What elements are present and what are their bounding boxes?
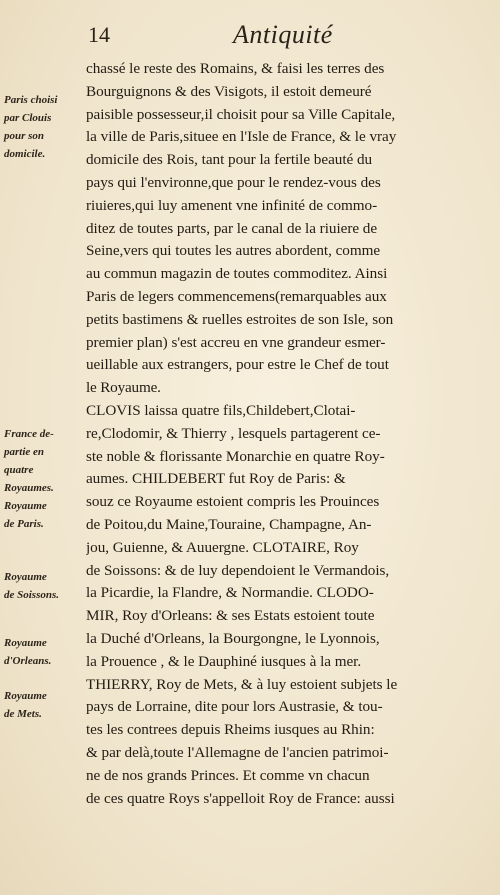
body-line: ste noble & florissante Monarchie en quatre Roy- (86, 447, 385, 465)
body-line: la Duché d'Orleans, la Bourgongne, le Lyonnois, (86, 629, 380, 647)
body-line: la Prouence , & le Dauphiné iusques à la mer. (86, 652, 362, 670)
body-line: MIR, Roy d'Orleans: & ses Estats estoient toute (86, 607, 375, 625)
margin-note-orleans (4, 634, 82, 670)
body-line: de Soissons: & de luy dependoient le Vermandois, (86, 561, 390, 579)
body-line: de Poitou,du Maine,Touraine, Champagne, An- (86, 515, 372, 533)
body-line: Paris de legers commencemens(remarquables aux (86, 287, 387, 305)
body-line: premier plan) s'est accreu en vne grandeur esmer- (86, 333, 386, 351)
body-line: de ces quatre Roys s'appelloit Roy de France: aussi (86, 789, 395, 807)
margin-note-line: Royaume (4, 690, 47, 702)
body-line: souz ce Royaume estoient compris les Prouinces (86, 493, 380, 511)
body-line: THIERRY, Roy de Mets, & à luy estoient subjets le (86, 675, 398, 693)
body-line: ne de nos grands Princes. Et comme vn chacun (86, 766, 370, 784)
page-number: 14 (88, 22, 110, 47)
margin-note-line: domicile. (4, 148, 46, 160)
margin-notes (4, 0, 82, 895)
margin-note-line: Royaume (4, 637, 47, 649)
margin-note-line: pour son (4, 130, 45, 142)
margin-note-line: Paris choisi (4, 94, 58, 106)
body-line: re,Clodomir, & Thierry , lesquels partagerent ce- (86, 424, 381, 442)
body-line: paisible possesseur,il choisit pour sa Ville Capitale, (86, 105, 396, 123)
body-line: pays qui l'environne,que pour le rendez-vous des (86, 173, 381, 191)
body-text (86, 58, 494, 810)
running-title: Antiquité (233, 20, 333, 49)
body-line: domicile des Rois, tant pour la fertile beauté du (86, 151, 373, 169)
margin-note-line: de Soissons. (4, 589, 60, 601)
body-line: chassé le reste des Romains, & faisi les terres des (86, 60, 385, 77)
page-header (88, 22, 488, 52)
margin-note-line: d'Orleans. (4, 655, 52, 667)
margin-note-line: de Paris. (4, 518, 44, 530)
body-line: riuieres,qui luy amenent vne infinité de commo- (86, 196, 378, 214)
margin-note-line: France de- (4, 428, 54, 440)
margin-note-mets (4, 687, 82, 723)
margin-note-line: quatre (4, 464, 34, 476)
margin-note-soissons (4, 568, 82, 604)
body-line: Bourguignons & des Visigots, il estoit demeuré (86, 82, 372, 100)
body-line: ditez de toutes parts, par le canal de la riuiere de (86, 219, 378, 237)
margin-note-line: de Mets. (4, 708, 42, 720)
body-line: aumes. CHILDEBERT fut Roy de Paris: & (86, 470, 346, 488)
body-line: la ville de Paris,situee en l'Isle de France, & le vray (86, 128, 397, 146)
margin-note-four-kingdoms (4, 425, 82, 533)
body-line: tes les contrees depuis Rheims iusques au Rhin: (86, 721, 375, 739)
margin-note-line: par Clouis (4, 112, 52, 124)
margin-note-line: Royaume (4, 500, 47, 512)
body-line: au commun magazin de toutes commoditez. Ainsi (86, 265, 388, 283)
body-line: ueillable aux estrangers, pour estre le Chef de tout (86, 356, 389, 374)
body-line: Seine,vers qui toutes les autres abordent, comme (86, 242, 381, 260)
margin-note-paris (4, 91, 82, 163)
body-line: le Royaume. (86, 379, 161, 397)
body-line: jou, Guienne, & Auuergne. CLOTAIRE, Roy (86, 538, 359, 556)
body-line: & par delà,toute l'Allemagne de l'ancien patrimoi- (86, 743, 389, 761)
margin-note-line: Royaumes. (4, 482, 54, 494)
body-line: pays de Lorraine, dite pour lors Austrasie, & tou- (86, 698, 383, 716)
body-line: la Picardie, la Flandre, & Normandie. CLODO- (86, 584, 374, 602)
body-line: CLOVIS laissa quatre fils,Childebert,Clotai- (86, 401, 356, 419)
margin-note-line: partie en (4, 446, 45, 458)
body-line: petits bastimens & ruelles estroites de son Isle, son (86, 310, 394, 328)
margin-note-line: Royaume (4, 571, 47, 583)
